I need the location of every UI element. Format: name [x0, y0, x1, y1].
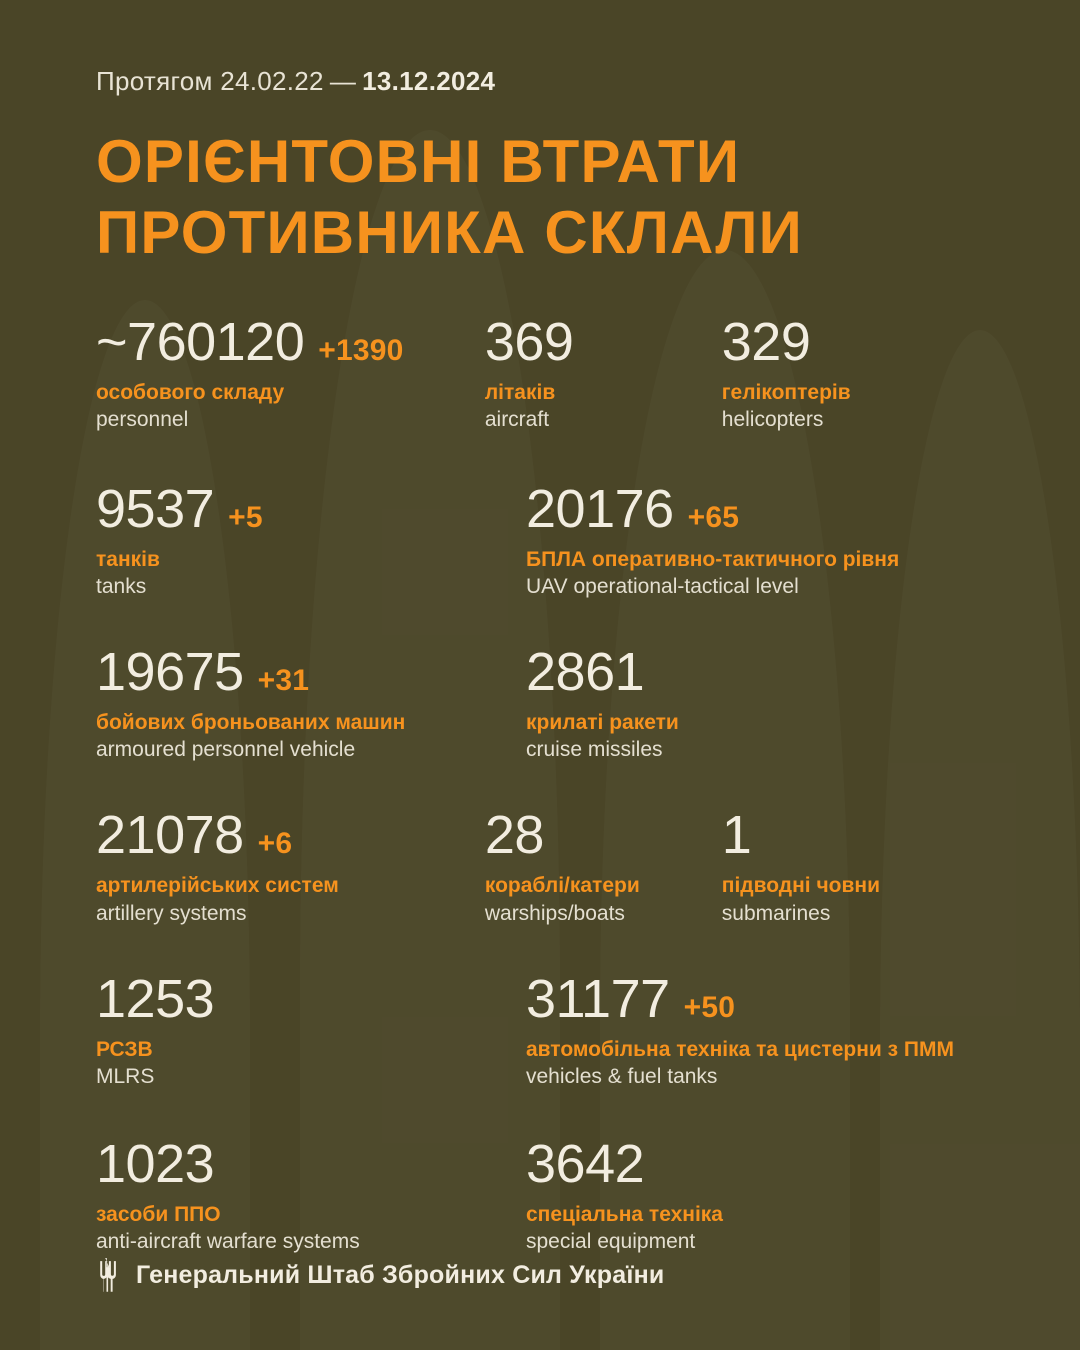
- stat-value-line: [526, 968, 954, 1029]
- stat-delta: +31: [257, 664, 310, 698]
- stat-label-en: helicopters: [721, 407, 824, 431]
- period-line: [96, 0, 984, 97]
- stat-label-ua: засоби ППО: [96, 1203, 221, 1226]
- stat-vehicles-fuel-tanks: [526, 968, 954, 1089]
- stat-label-en: cruise missiles: [526, 738, 663, 762]
- stat-label-en: special equipment: [526, 1230, 696, 1254]
- stat-label-ua: бойових броньованих машин: [96, 711, 406, 735]
- stat-label-en: artillery systems: [96, 901, 247, 925]
- stat-delta: +1390: [318, 333, 404, 367]
- stat-personnel: [96, 311, 485, 432]
- stat-special-equipment: [526, 1134, 788, 1254]
- stats-row: [96, 478, 984, 599]
- stat-value: 1: [721, 805, 752, 866]
- stat-value-line: [526, 478, 899, 539]
- stat-armoured-personnel-vehicle: [96, 642, 526, 762]
- stat-label-ua: крилаті ракети: [526, 711, 679, 735]
- footer: [96, 1258, 664, 1292]
- stats-row: [96, 311, 984, 432]
- stat-value: 19675: [96, 642, 244, 703]
- stat-label-ua: підводні човни: [721, 874, 881, 898]
- stat-value-line: [96, 478, 526, 539]
- stat-value: 3642: [526, 1134, 645, 1194]
- stat-label-ua: автомобільна техніка та цистерни з ПММ: [526, 1037, 954, 1061]
- stat-value-line: [96, 311, 485, 372]
- stat-submarines: [721, 805, 984, 925]
- stat-value: 2861: [526, 642, 645, 703]
- stat-delta: +65: [687, 500, 740, 534]
- stat-value: 1023: [96, 1134, 215, 1194]
- stat-label-en: anti-aircraft warfare systems: [96, 1230, 360, 1254]
- period-dash: —: [329, 66, 357, 96]
- stat-label-ua: особового складу: [96, 380, 285, 404]
- stat-value: 9537: [96, 478, 215, 539]
- stat-value-line: [96, 968, 526, 1029]
- stat-value: 329: [721, 311, 811, 372]
- stat-value-line: [721, 805, 984, 866]
- stat-mlrs: [96, 968, 526, 1089]
- stat-label-en: submarines: [721, 901, 831, 925]
- stat-value: 369: [484, 311, 574, 372]
- stats-row: [96, 968, 984, 1089]
- stats-grid: [96, 311, 984, 1255]
- stat-value-line: [96, 642, 526, 703]
- stat-delta: +5: [228, 500, 263, 534]
- stat-label-en: tanks: [96, 575, 147, 599]
- stat-tanks: [96, 478, 526, 599]
- stat-anti-aircraft-warfare-systems: [96, 1134, 526, 1254]
- stat-label-ua: спеціальна техніка: [526, 1203, 723, 1226]
- stat-label-ua: гелікоптерів: [721, 380, 851, 404]
- stat-value-line: [96, 1134, 526, 1194]
- stat-value-line: [721, 311, 984, 372]
- stat-value-line: [484, 311, 722, 372]
- stat-label-en: vehicles & fuel tanks: [526, 1064, 718, 1088]
- stat-label-en: warships/boats: [484, 901, 625, 925]
- stat-label-ua: БПЛА оперативно-тактичного рівня: [526, 547, 900, 571]
- stat-label-ua: артилерійських систем: [96, 874, 339, 898]
- stat-label-ua: кораблі/катери: [484, 874, 640, 898]
- stat-label-en: MLRS: [96, 1064, 155, 1088]
- stats-row: [96, 1134, 984, 1254]
- stat-label-en: aircraft: [484, 407, 550, 431]
- stat-value-line: [484, 805, 722, 866]
- stat-value-line: [96, 805, 485, 866]
- stat-uav: [526, 478, 900, 599]
- stat-delta: +6: [257, 827, 293, 861]
- stat-value: ~760120: [96, 311, 305, 372]
- stat-warships-boats: [484, 805, 722, 925]
- stat-label-en: personnel: [96, 407, 189, 431]
- footer-label: Генеральний Штаб Збройних Сил України: [136, 1260, 665, 1289]
- stat-delta: +50: [683, 990, 736, 1024]
- stat-value: 31177: [526, 968, 670, 1029]
- stat-label-en: armoured personnel vehicle: [96, 738, 356, 762]
- stat-label-ua: літаків: [484, 380, 556, 404]
- stat-label-ua: танків: [96, 547, 160, 571]
- stats-row: [96, 805, 984, 925]
- stat-value: 20176: [526, 478, 674, 539]
- period-end-date: 13.12.2024: [362, 66, 496, 96]
- stat-artillery-systems: [96, 805, 485, 925]
- stat-value-line: [526, 1134, 788, 1194]
- stat-value-line: [526, 642, 788, 703]
- stat-helicopters: [721, 311, 984, 432]
- page-title: [96, 127, 984, 269]
- page-title-line-1: ОРІЄНТОВНІ ВТРАТИ: [96, 128, 741, 195]
- page-title-line-2: ПРОТИВНИКА СКЛАЛИ: [96, 198, 803, 266]
- stat-value: 28: [484, 805, 544, 866]
- stat-value: 1253: [96, 968, 215, 1029]
- stat-label-en: UAV operational-tactical level: [526, 575, 799, 599]
- stat-value: 21078: [96, 805, 244, 866]
- stat-label-ua: РСЗВ: [96, 1037, 153, 1061]
- trident-icon: [96, 1258, 118, 1292]
- stat-cruise-missiles: [526, 642, 788, 762]
- period-start: Протягом 24.02.22: [96, 66, 324, 96]
- stats-row: [96, 642, 984, 762]
- stat-aircraft: [484, 311, 722, 432]
